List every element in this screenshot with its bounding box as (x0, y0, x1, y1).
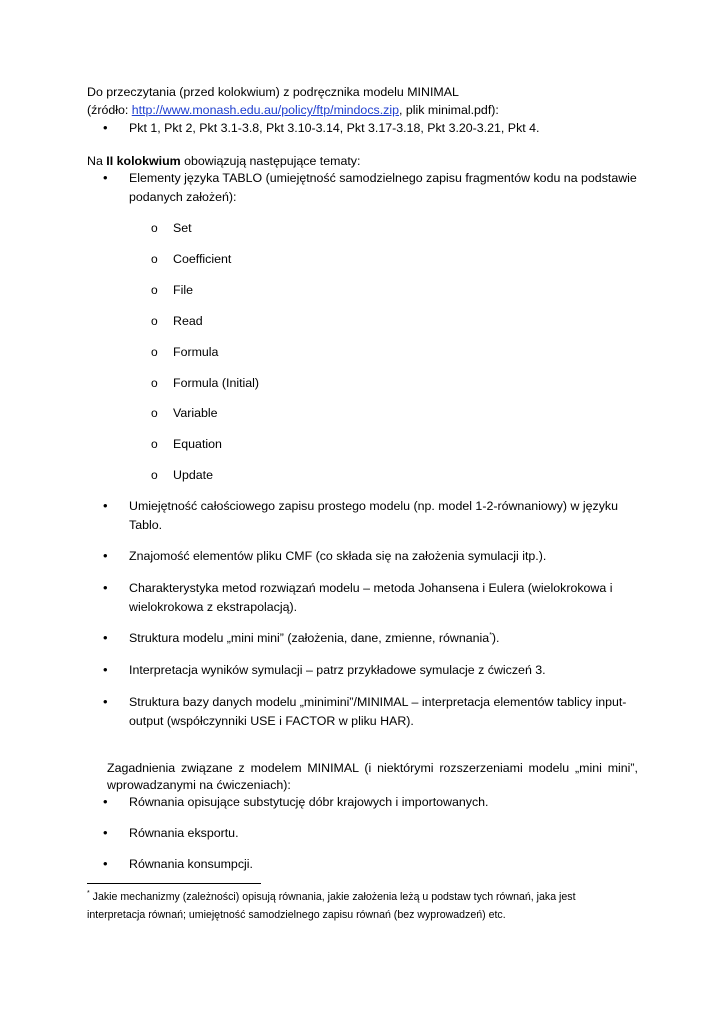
topic-structure (129, 630, 500, 646)
topic-interpretation: Interpretacja wyników symulacji – patrz przykładowe symulacje z ćwiczeń 3. (129, 663, 546, 677)
tablo-item-file: File (173, 283, 193, 297)
sub-bullet-glyph: o (151, 345, 158, 359)
kolokwium-suffix: obowiązują następujące tematy: (180, 154, 361, 168)
bullet-glyph: • (103, 120, 108, 135)
topic-structure-end: ). (491, 631, 500, 645)
reading-intro-line1: Do przeczytania (przed kolokwium) z podręcznika modelu MINIMAL (87, 85, 459, 99)
kolokwium-bold: II kolokwium (106, 154, 181, 168)
sub-bullet-glyph: o (151, 437, 158, 451)
tablo-item-variable: Variable (173, 406, 218, 420)
footnote-mark: * (87, 890, 90, 897)
sub-bullet-glyph: o (151, 283, 158, 297)
bullet-glyph: • (103, 498, 108, 513)
reading-points: Pkt 1, Pkt 2, Pkt 3.1-3.8, Pkt 3.10-3.14, Pkt 3.17-3.18, Pkt 3.20-3.21, Pkt 4. (129, 121, 540, 135)
tablo-item-set: Set (173, 221, 192, 235)
kolokwium-heading (87, 153, 360, 169)
topic-methods-line1: Charakterystyka metod rozwiązań modelu – metoda Johansena i Eulera (wielokrokowa i (129, 581, 613, 595)
bullet-glyph: • (103, 630, 108, 645)
kolokwium-prefix: Na (87, 154, 107, 168)
bullet-glyph: • (103, 580, 108, 595)
topic-model-line2: Tablo. (129, 518, 163, 532)
bullet-glyph: • (103, 825, 108, 840)
topic-database-line2: output (współczynniki USE i FACTOR w pliku HAR). (129, 714, 414, 728)
sub-bullet-glyph: o (151, 376, 158, 390)
footnote-reference[interactable]: * (489, 632, 492, 639)
sub-bullet-glyph: o (151, 221, 158, 235)
tablo-item-equation: Equation (173, 437, 222, 451)
footnote-line1 (87, 890, 576, 904)
topic-database-line1: Struktura bazy danych modelu „minimini”/MINIMAL – interpretacja elementów tablicy input- (129, 695, 627, 709)
minimal-item-substitution: Równania opisujące substytucję dóbr krajowych i importowanych. (129, 795, 489, 809)
tablo-item-update: Update (173, 468, 213, 482)
topic-model-line1: Umiejętność całościowego zapisu prostego modelu (np. model 1-2-równaniowy) w języku (129, 499, 618, 513)
minimal-item-export: Równania eksportu. (129, 826, 239, 840)
minimal-intro-line2: wprowadzanymi na ćwiczeniach): (107, 778, 291, 792)
footnote-separator (87, 883, 261, 884)
minimal-intro-line1: Zagadnienia związane z modelem MINIMAL (i niektórymi rozszerzeniami modelu „mini mini”, (107, 761, 638, 775)
topic-tablo-line2: podanych założeń): (129, 190, 237, 204)
reading-source-suffix: , plik minimal.pdf): (399, 103, 499, 117)
reading-source-prefix: (źródło: (87, 103, 132, 117)
minimal-item-consumption: Równania konsumpcji. (129, 857, 253, 871)
tablo-item-formula-initial: Formula (Initial) (173, 376, 260, 390)
sub-bullet-glyph: o (151, 468, 158, 482)
tablo-item-formula: Formula (173, 345, 219, 359)
topic-structure-text: Struktura modelu „mini mini” (założenia, dane, zmienne, równania (129, 631, 490, 645)
bullet-glyph: • (103, 662, 108, 677)
bullet-glyph: • (103, 794, 108, 809)
tablo-item-read: Read (173, 314, 203, 328)
sub-bullet-glyph: o (151, 252, 158, 266)
topic-tablo-line1: Elementy języka TABLO (umiejętność samodzielnego zapisu fragmentów kodu na podstawie (129, 171, 637, 185)
bullet-glyph: • (103, 856, 108, 871)
bullet-glyph: • (103, 170, 108, 185)
bullet-glyph: • (103, 694, 108, 709)
source-link[interactable]: http://www.monash.edu.au/policy/ftp/mindocs.zip (131, 103, 399, 117)
footnote-text-1: Jakie mechanizmy (zależności) opisują równania, jakie założenia leżą u podstaw tych równań, jaka jest (89, 891, 576, 903)
topic-methods-line2: wielokrokowa z ekstrapolacją). (129, 600, 298, 614)
topic-cmf: Znajomość elementów pliku CMF (co składa się na założenia symulacji itp.). (129, 549, 547, 563)
reading-intro-line2 (87, 102, 499, 118)
tablo-item-coefficient: Coefficient (173, 252, 232, 266)
footnote-line2: interpretacja równań; umiejętność samodzielnego zapisu równań (bez wyprowadzeń) etc. (87, 909, 506, 921)
bullet-glyph: • (103, 548, 108, 563)
sub-bullet-glyph: o (151, 406, 158, 420)
sub-bullet-glyph: o (151, 314, 158, 328)
